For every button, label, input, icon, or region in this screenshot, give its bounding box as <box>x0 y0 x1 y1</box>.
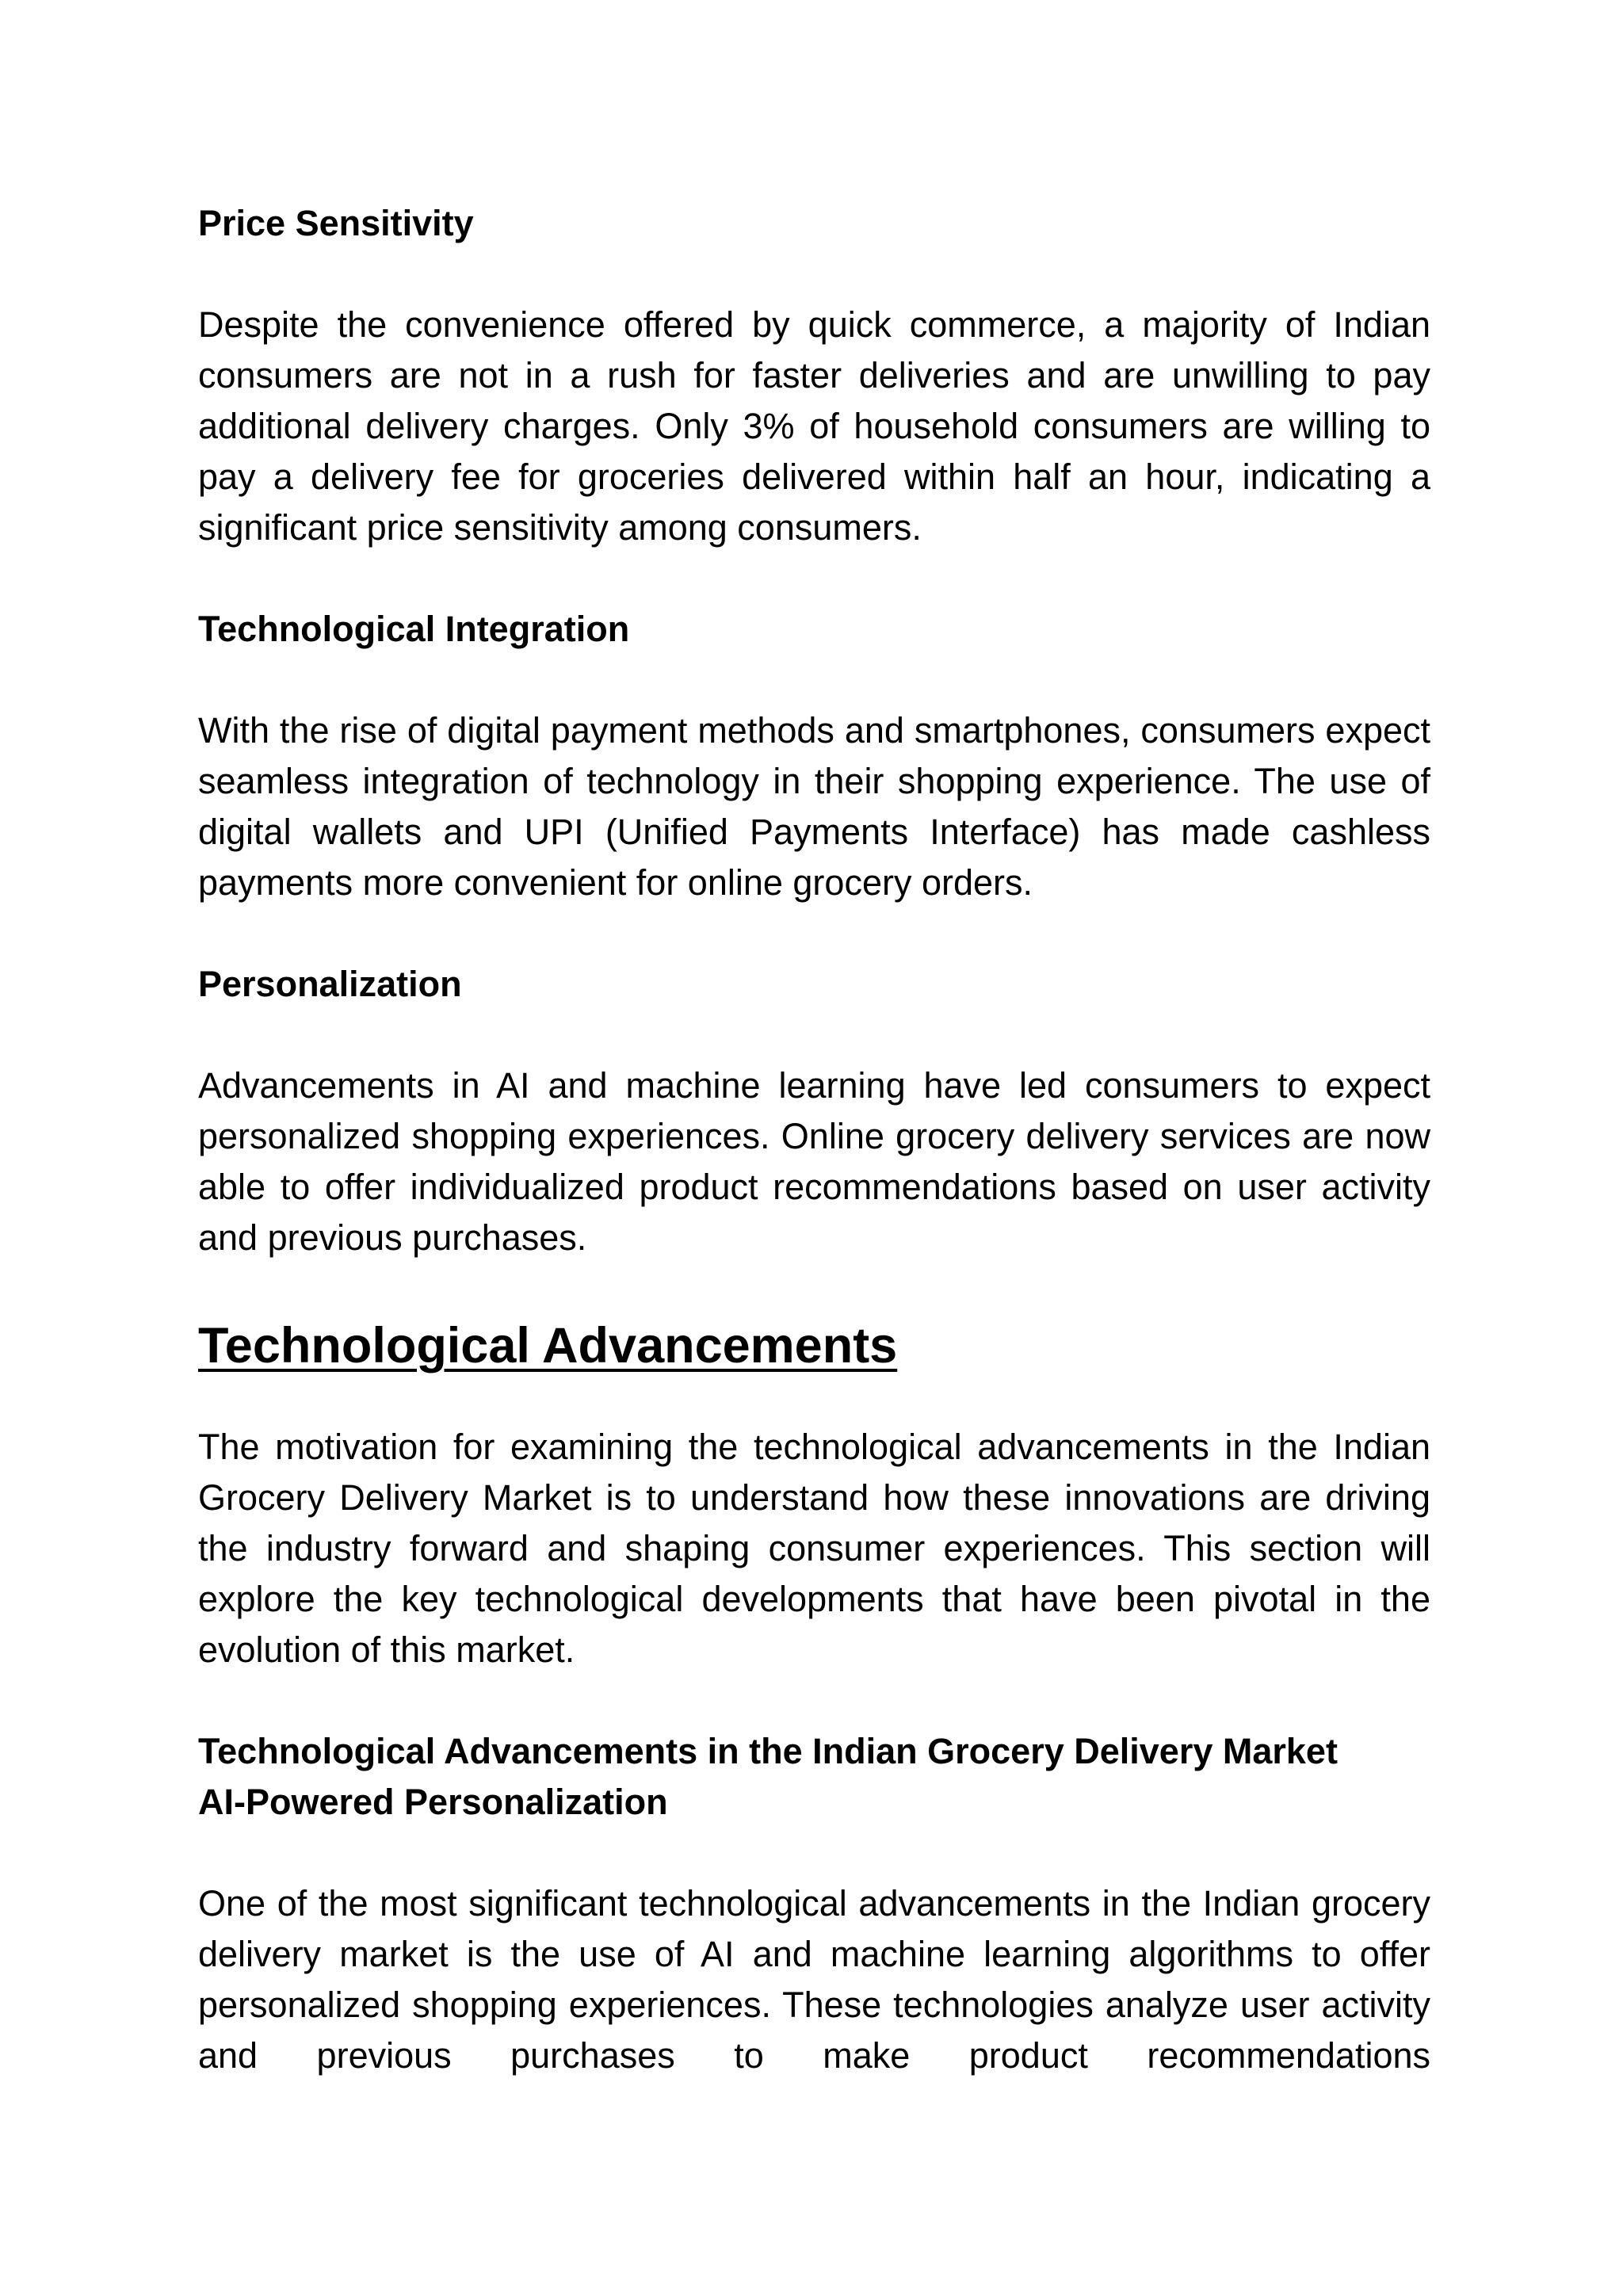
ai-personalization-heading: AI-Powered Personalization <box>198 1782 668 1822</box>
market-advancements-heading: Technological Advancements in the Indian Grocery Delivery Market <box>198 1731 1338 1771</box>
technological-advancements-paragraph: The motivation for examining the technological advancements in the Indian Grocery Delivery Market is to understand how these innovations are driving the industry forward and shaping consumer experiences. This section will explore the key technological developments that have been pivotal in the evolution of this market. <box>198 1427 1430 1670</box>
price-sensitivity-heading: Price Sensitivity <box>198 203 474 243</box>
ai-personalization-heading-block <box>198 1726 1430 1828</box>
technological-integration-heading: Technological Integration <box>198 609 630 649</box>
personalization-heading: Personalization <box>198 964 462 1004</box>
personalization-paragraph: Advancements in AI and machine learning have led consumers to expect personalized shopping experiences. Online grocery delivery services are now able to offer individualized product recommendations based on user activity and previous purchases. <box>198 1065 1430 1258</box>
technological-advancements-heading: Technological Advancements <box>198 1318 898 1373</box>
document-page <box>198 198 1430 2081</box>
technological-integration-paragraph: With the rise of digital payment methods and smartphones, consumers expect seamless integration of technology in their shopping experience. The use of digital wallets and UPI (Unified Payments Interface) has made cashless payments more convenient for online grocery orders. <box>198 710 1430 903</box>
price-sensitivity-paragraph: Despite the convenience offered by quick commerce, a majority of Indian consumers are not in a rush for faster deliveries and are unwilling to pay additional delivery charges. Only 3% of household consumers are willing to pay a delivery fee for groceries delivered within half an hour, indicating a significant price sensitivity among consumers. <box>198 304 1430 548</box>
ai-personalization-paragraph: One of the most significant technological advancements in the Indian grocery delivery market is the use of AI and machine learning algorithms to offer personalized shopping experiences. These technologies analyze user activity and previous purchases to make product recommendations <box>198 1883 1430 2076</box>
